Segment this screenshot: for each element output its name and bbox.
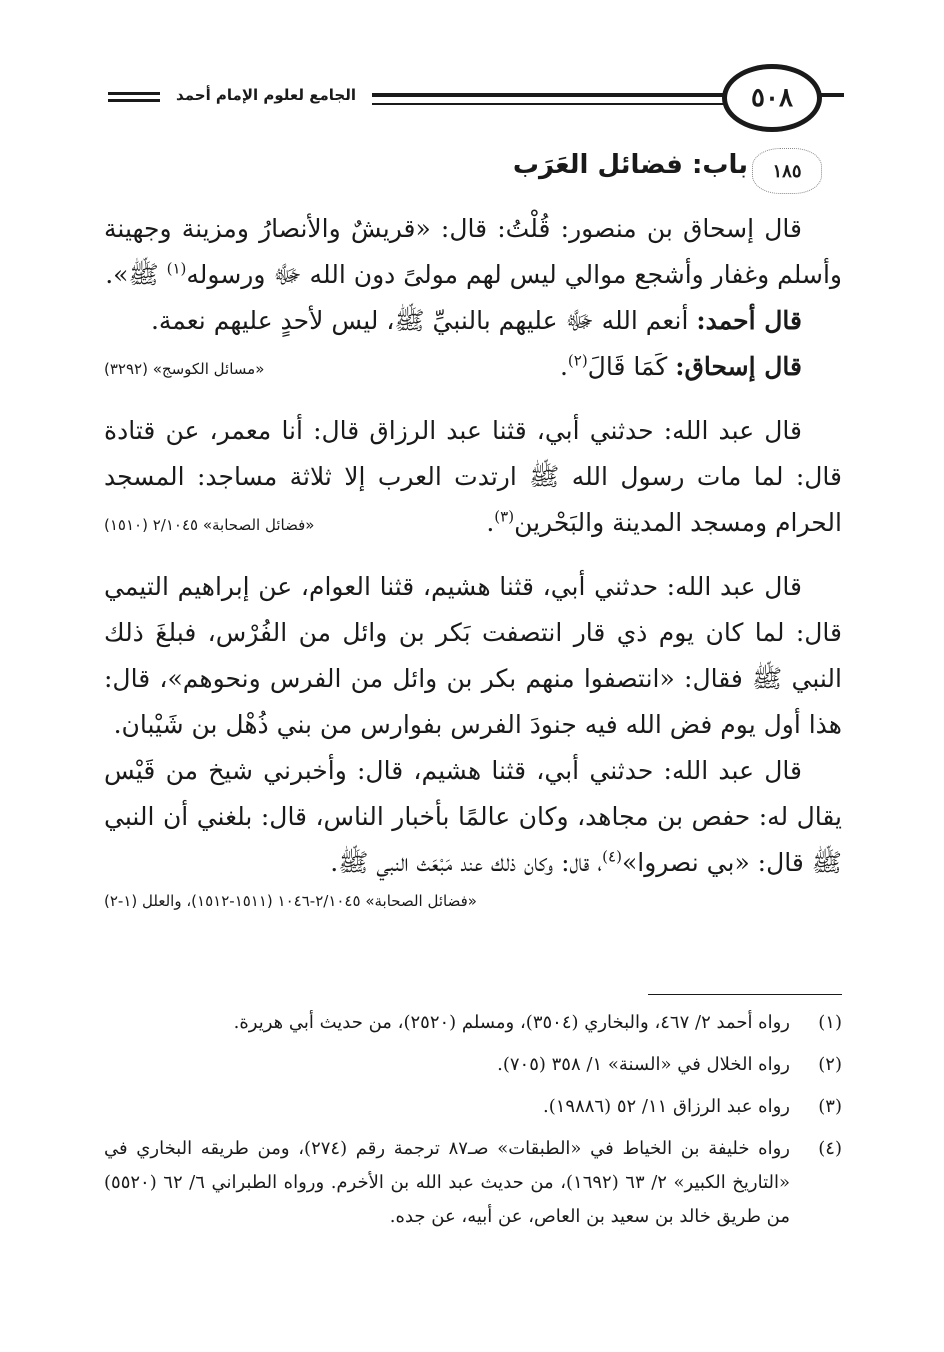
footnote xyxy=(104,1132,842,1234)
header-rule xyxy=(372,93,726,97)
running-header-title: الجامع لعلوم الإمام أحمد xyxy=(166,86,366,104)
citation: «فضائل الصحابة» ٢/١٠٤٥ (١٥١٠) xyxy=(104,516,315,534)
speaker-name: قال إسحاق: xyxy=(675,352,802,381)
footnote xyxy=(104,1048,842,1082)
footnote-text: رواه الخلال في «السنة» ١/ ٣٥٨ (٧٠٥). xyxy=(497,1054,790,1075)
text-block: ، قال: وكان ذلك عند مَبْعَث النبي ﷺ. xyxy=(330,848,603,877)
citation: «مسائل الكوسج» (٣٢٩٢) xyxy=(104,360,265,378)
text-block: قال عبد الله: حدثني أبي، قثنا هشيم، قال: وأخبرني شيخ من قَيْس يقال له: حفص بن مجاهد، وكان عالمًا بأخبار الناس، قال: بلغني أن النبي ﷺ قال: «بي نصروا» xyxy=(104,756,842,877)
paragraph-4: قال عبد الله: حدثني أبي، قثنا عبد الرزاق قال: أنا معمر، عن قتادة قال: لما مات رسول الله ﷺ ارتدت العرب إلا ثلاثة مساجد: المسجد الحرام ومسجد المدينة والبَحْرين$^{(٣)}$. «فضائل الصحابة» ٢/١٠٤٥ (١٥١٠) xyxy=(104,408,842,546)
citation: «فضائل الصحابة» ٢/١٠٤٥-١٠٤٦ (١٥١١-١٥١٢)، والعلل (١-٢) xyxy=(104,892,477,910)
footnote-text: رواه عبد الرزاق ١١/ ٥٢ (١٩٨٨٦). xyxy=(542,1096,790,1117)
text-block: قال عبد الله: حدثني أبي، قثنا عبد الرزاق قال: أنا معمر، عن قتادة قال: لما مات رسول الله ﷺ ارتدت العرب إلا ثلاثة مساجد: المسجد الحرام ومسجد المدينة والبَحْرين xyxy=(104,416,842,537)
paragraph-2 xyxy=(104,298,842,344)
text-block: قال عبد الله: حدثني أبي، قثنا هشيم، قثنا العوام، عن إبراهيم التيمي قال: لما كان يوم ذي قار انتصفت بَكر بن وائل من الفُرْس، فبلغَ ذلك النبي ﷺ فقال: «انتصفوا منهم بكر بن وائل من الفرس ونحوهم»، قال: هذا أول يوم فض الله فيه جنودَ الفرس بفوارس من بني ذُهْل بن شَيْبان. xyxy=(104,572,842,739)
text-line: أنعم الله ﷻ عليهم بالنبيِّ ﷺ، ليس لأحدٍ عليهم نعمة. xyxy=(150,306,689,335)
footnote-marker[interactable]: (٤) xyxy=(602,847,622,866)
footnote xyxy=(104,1006,842,1040)
header-bars xyxy=(108,92,160,106)
text-line: وأسلم وغفار وأشجع موالي ليس لهم مولىً دون الله ﷻ ورسوله xyxy=(186,260,842,289)
footnote-separator xyxy=(648,994,842,995)
page-number: ٥٠٨ xyxy=(722,64,822,132)
chapter-number-badge: ١٨٥ xyxy=(752,148,822,194)
paragraph-3: «مسائل الكوسج» (٣٢٩٢) قال إسحاق: كَمَا قَالَ$^{(٢)}$. xyxy=(104,344,842,390)
paragraph-1 xyxy=(104,206,842,298)
footnote-number: (١) xyxy=(818,1012,842,1033)
paragraph-6 xyxy=(104,748,842,886)
speaker-name: قال أحمد: xyxy=(696,306,802,335)
header-rule-thin xyxy=(372,103,726,105)
footnote-number: (٢) xyxy=(818,1054,842,1075)
text-line: ﷺ». xyxy=(105,260,159,289)
footnote-number: (٤) xyxy=(818,1138,842,1159)
footnote xyxy=(104,1090,842,1124)
footnote-marker[interactable]: (١) xyxy=(166,259,187,278)
text-line: كَمَا قَالَ xyxy=(587,352,668,381)
text-line: قال إسحاق بن منصور: قُلْتُ: قال: «قريشٌ والأنصارُ ومزينة وجهينة xyxy=(104,214,802,243)
header-rule-right xyxy=(820,93,844,97)
footnotes xyxy=(104,1006,842,1242)
chapter-title: باب: فضائل العَرَب xyxy=(512,150,748,180)
footnote-number: (٣) xyxy=(818,1096,842,1117)
paragraph-5 xyxy=(104,564,842,748)
footnote-marker[interactable]: (٢) xyxy=(567,351,588,370)
footnote-text: رواه أحمد ٢/ ٤٦٧، والبخاري (٣٥٠٤)، ومسلم (٢٥٢٠)، من حديث أبي هريرة. xyxy=(233,1012,790,1033)
main-text xyxy=(104,206,842,916)
footnote-marker[interactable]: (٣) xyxy=(494,507,515,526)
footnote-text: رواه خليفة بن الخياط في «الطبقات» صـ٨٧ ترجمة رقم (٢٧٤)، ومن طريقه البخاري في «التاريخ الكبير» ٢/ ٦٣ (١٦٩٢)، من حديث عبد الله بن الأخرم. ورواه الطبراني ٦/ ٦٢ (٥٥٢٠) من طريق خالد بن سعيد بن العاص، عن أبيه، عن جده. xyxy=(104,1138,791,1227)
